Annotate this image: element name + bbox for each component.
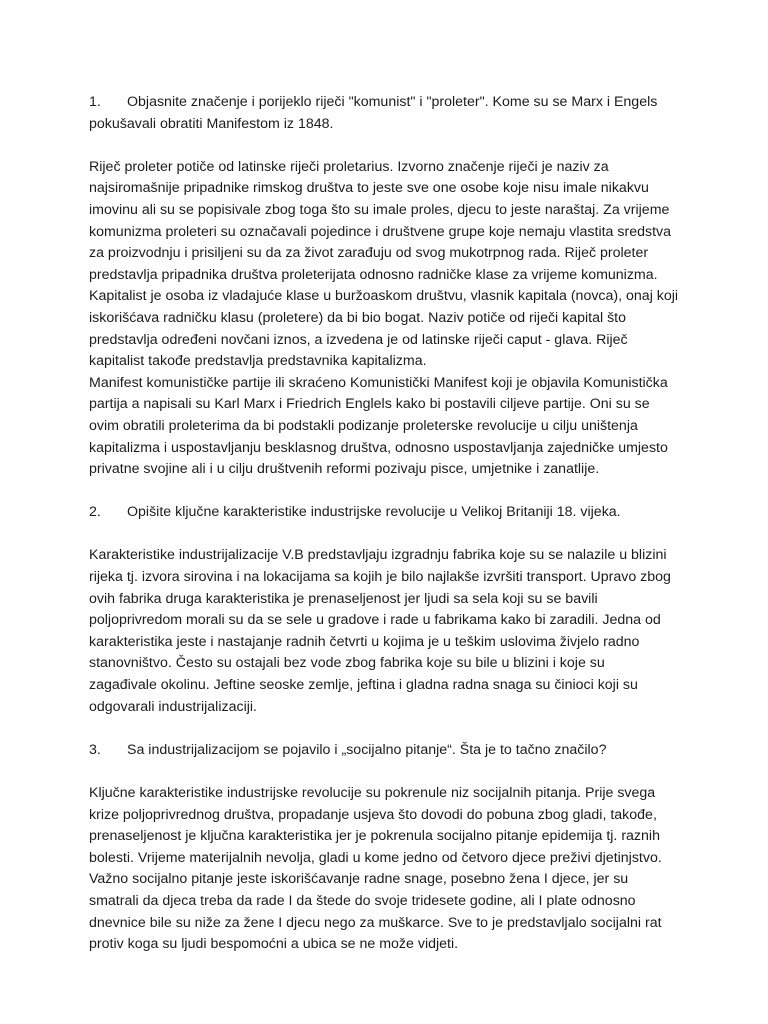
- question-1-text-line-2: pokušavali obratiti Manifestom iz 1848.: [89, 115, 334, 132]
- question-3: [89, 740, 689, 762]
- answer-2: [89, 545, 689, 718]
- answer-3: [89, 783, 689, 956]
- question-3-number: 3.: [89, 741, 101, 758]
- answer-2-line: karakteristika jeste i nastajanje radnih četvrti u kojima je u teškim uslovima živjelo radno: [89, 633, 640, 650]
- answer-1: [89, 157, 689, 481]
- paragraph-gap: [89, 761, 689, 783]
- question-1-text-line-1: Objasnite značenje i porijeklo riječi "komunist" i "proleter". Kome su se Marx i Engels: [127, 94, 658, 110]
- answer-1-line: Manifest komunističke partije ili skraćeno Komunistički Manifest koji je objavila Komunistička: [89, 374, 668, 391]
- answer-1-line: komunizma proleteri su označavali pojedince i društvene grupe koje nemaju vlastita sredstva: [89, 223, 671, 240]
- document-body: [89, 92, 689, 956]
- question-1: [89, 92, 689, 135]
- answer-1-line: predstavlja određeni novčani iznos, a izvedena je od latinske riječi caput - glava. Riječ: [89, 331, 628, 348]
- answer-1-line: kapitalist takođe predstavlja predstavnika kapitalizma.: [89, 353, 427, 370]
- question-2-number: 2.: [89, 504, 101, 521]
- answer-2-line: poljoprivredom morali su da se sele u gradove i rade u fabrikama kako bi zaradili. Jedna od: [89, 612, 661, 629]
- answer-3-line: prenaseljenost je ključna karakteristika jer je pokrenula socijalno pitanje epidemija tj. raznih: [89, 828, 660, 845]
- answer-2-line: Karakteristike industrijalizacije V.B predstavljaju izgradnju fabrika koje su se nalazile u blizini: [89, 547, 667, 564]
- answer-1-line: najsiromašnije pripadnike rimskog društva to jeste sve one osobe koje nisu imale nikakvu: [89, 180, 649, 197]
- answer-3-line: bolesti. Vrijeme materijalnih nevolja, gladi u kome jedno od četvoro djece preživi djetinjstvo.: [89, 849, 662, 866]
- answer-1-line: iskorišćava radničku klasu (proletere) da bi bio bogat. Naziv potiče od riječi kapital što: [89, 309, 627, 326]
- paragraph-gap: [89, 524, 689, 546]
- answer-2-line: ovih fabrika druga karakteristika je prenaseljenost jer ljudi sa sela koji su se bavili: [89, 590, 598, 607]
- answer-3-line: protiv koga su ljudi bespomoćni a ubica se ne može vidjeti.: [89, 936, 459, 953]
- answer-3-line: smatrali da djeca treba da rade I da štede do svoje tridesete godine, ali I plate odnosno: [89, 892, 636, 909]
- answer-1-line: imovinu ali su se popisivale zbog toga što su imale proles, djecu to jeste naraštaj. Za vrijeme: [89, 201, 670, 218]
- question-2: [89, 502, 689, 524]
- answer-1-line: predstavlja pripadnika društva proleterijata odnosno radničke klase za vrijeme komunizma.: [89, 266, 658, 283]
- answer-3-line: krize poljoprivrednog društva, propadanje usjeva što dovodi do pobuna zbog gladi, takođe,: [89, 806, 657, 823]
- paragraph-gap: [89, 135, 689, 157]
- answer-1-line: Riječ proleter potiče od latinske riječi proletarius. Izvorno značenje riječi je naziv za: [89, 158, 609, 175]
- answer-3-line: Ključne karakteristike industrijske revolucije su pokrenule niz socijalnih pitanja. Prije svega: [89, 785, 656, 801]
- paragraph-gap: [89, 481, 689, 503]
- answer-2-line: rijeka tj. izvora sirovina i na lokacijama sa kojih je bilo najlakše izvršiti transport. Upravo zbog: [89, 569, 671, 586]
- answer-2-line: zagađivale okolinu. Jeftine seoske zemlje, jeftina i gladna radna snaga su činioci koji su: [89, 677, 638, 694]
- answer-1-line: Kapitalist je osoba iz vladajuće klase u buržoaskom društvu, vlasnik kapitala (novca), onaj koji: [89, 288, 679, 305]
- answer-1-line: kapitalizma i uspostavljanju besklasnog društva, odnosno uspostavljanja zajedničke umjesto: [89, 439, 668, 456]
- answer-1-line: ovim obratili proleterima da bi podstakli podizanje proleterske revolucije u cilju uništenja: [89, 417, 638, 434]
- question-2-line: [89, 502, 689, 524]
- answer-2-line: odgovarali industrijalizaciji.: [89, 698, 257, 715]
- paragraph-gap: [89, 718, 689, 740]
- answer-3-line: dnevnice bile su niže za žene I djecu nego za muškarce. Sve to je predstavljalo socijalni rat: [89, 914, 662, 931]
- answer-1-line: za proizvodnju i prisiljeni su da za život zarađuju od svog mukotrpnog rada. Riječ proleter: [89, 245, 649, 262]
- question-2-text-line-1: Opišite ključne karakteristike industrijske revolucije u Velikoj Britaniji 18. vijeka.: [127, 504, 621, 521]
- question-1-number: 1.: [89, 94, 101, 110]
- answer-1-line: partija a napisali su Karl Marx i Friedrich Englels kako bi postavili ciljeve partije. Oni su se: [89, 396, 650, 413]
- question-3-line: [89, 740, 689, 762]
- answer-1-line: privatne svojine ali i u cilju društvenih reformi pozivaju pisce, umjetnike i zanatlije.: [89, 461, 600, 478]
- answer-3-line: Važno socijalno pitanje jeste iskorišćavanje radne snage, posebno žena I djece, jer su: [89, 871, 629, 888]
- answer-2-line: stanovništvo. Često su ostajali bez vode zbog fabrika koje su bile u blizini i koje su: [89, 655, 605, 672]
- question-1-line: [89, 92, 689, 114]
- question-3-text-line-1: Sa industrijalizacijom se pojavilo i „socijalno pitanje“. Šta je to tačno značilo?: [127, 741, 607, 758]
